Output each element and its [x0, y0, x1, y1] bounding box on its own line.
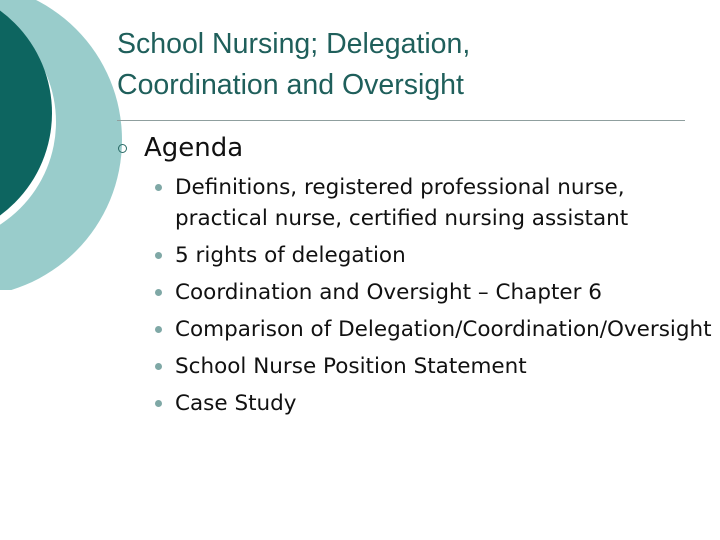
bullet-dot-icon: [155, 363, 162, 370]
bullet-dot-icon: [155, 326, 162, 333]
bullet-dot-icon: [155, 400, 162, 407]
title-line-2: Coordination and Oversight: [117, 69, 464, 101]
agenda-item: [155, 351, 715, 382]
agenda-item-text: 5 rights of delegation: [175, 243, 406, 268]
bullet-dot-icon: [155, 184, 162, 191]
agenda-item-text: Comparison of Delegation/Coordination/Oversight: [175, 317, 712, 342]
slide-title: [117, 24, 697, 106]
title-divider: [117, 120, 685, 121]
ring-bullet-icon: [118, 144, 127, 153]
agenda-item: [155, 388, 715, 419]
agenda-item: [155, 240, 715, 271]
agenda-item: [155, 172, 715, 234]
agenda-label: Agenda: [144, 133, 244, 163]
bullet-dot-icon: [155, 252, 162, 259]
agenda-item: [155, 277, 715, 308]
agenda-item-text: School Nurse Position Statement: [175, 354, 527, 379]
title-line-1: School Nursing; Delegation,: [117, 28, 471, 60]
agenda-item: [155, 314, 715, 345]
agenda-item-text: Coordination and Oversight – Chapter 6: [175, 280, 602, 305]
agenda-item-text: Definitions, registered professional nurse, practical nurse, certified nursing assistant: [175, 175, 629, 231]
agenda-item-text: Case Study: [175, 391, 297, 416]
agenda-list: [155, 172, 715, 419]
bullet-dot-icon: [155, 289, 162, 296]
decorative-circles: [0, 0, 130, 290]
